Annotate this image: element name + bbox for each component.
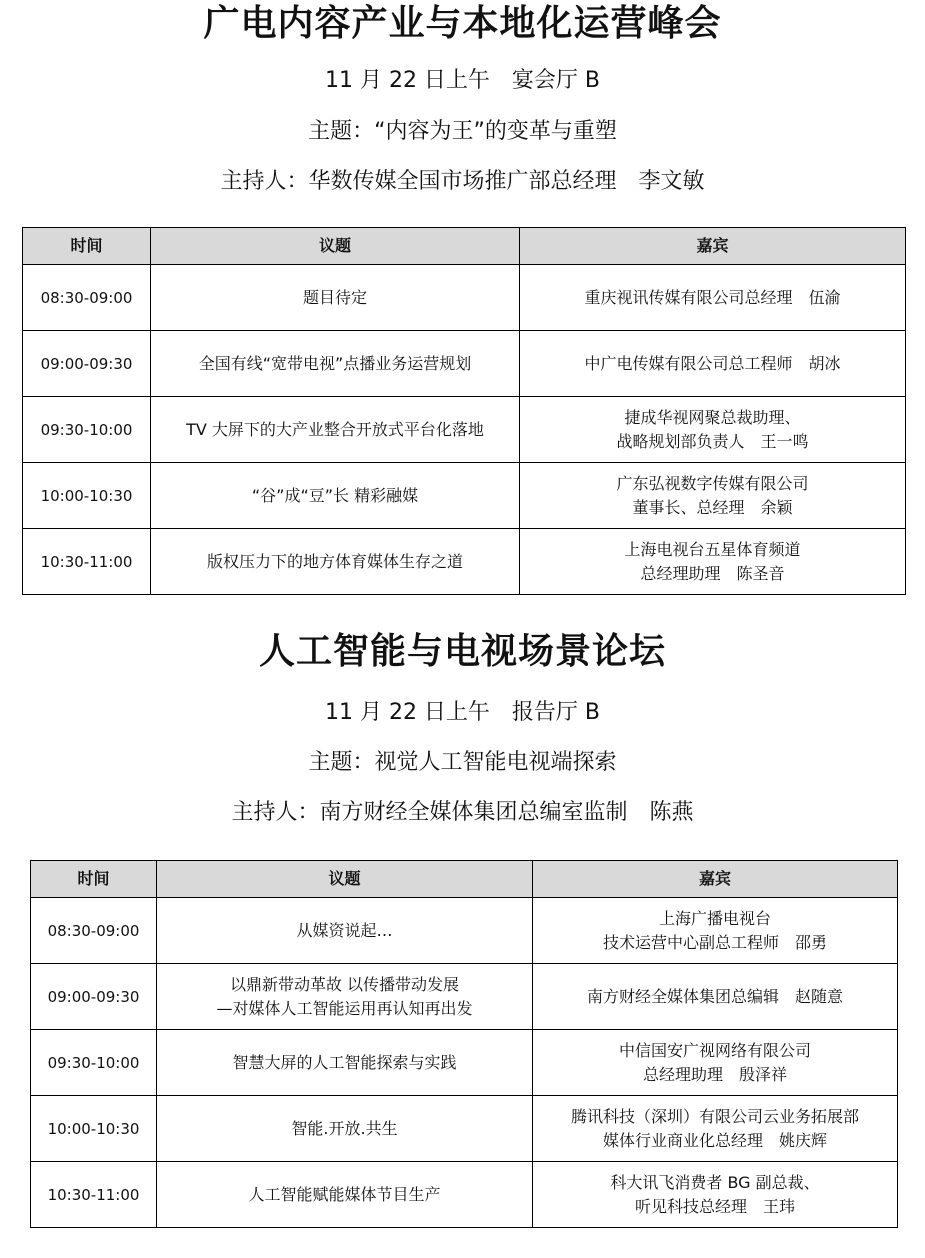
row-time: 10:00-10:30 bbox=[23, 463, 151, 529]
header-time: 时间 bbox=[31, 861, 157, 898]
session-theme: 主题：“内容为王”的变革与重塑 bbox=[308, 119, 617, 144]
agenda-table bbox=[22, 227, 906, 595]
session-title: 人工智能与电视场景论坛 bbox=[258, 631, 666, 672]
row-time: 08:30-09:00 bbox=[23, 265, 151, 331]
session-date-venue: 11 月 22 日上午 报告厅 B bbox=[324, 700, 601, 725]
table-row bbox=[23, 265, 906, 331]
header-time: 时间 bbox=[23, 228, 151, 265]
row-guest: 广东弘视数字传媒有限公司 董事长、总经理 余颖 bbox=[520, 463, 906, 529]
table-row bbox=[23, 397, 906, 463]
row-guest: 科大讯飞消费者 BG 副总裁、 听见科技总经理 王玮 bbox=[533, 1162, 898, 1228]
table-row bbox=[23, 331, 906, 397]
row-guest: 中广电传媒有限公司总工程师 胡冰 bbox=[520, 331, 906, 397]
header-guest: 嘉宾 bbox=[520, 228, 906, 265]
table-header-row bbox=[31, 861, 898, 898]
row-guest: 腾讯科技（深圳）有限公司云业务拓展部 媒体行业商业化总经理 姚庆辉 bbox=[533, 1096, 898, 1162]
table-row bbox=[23, 463, 906, 529]
row-guest: 捷成华视网聚总裁助理、 战略规划部负责人 王一鸣 bbox=[520, 397, 906, 463]
row-topic: 智能.开放.共生 bbox=[157, 1096, 533, 1162]
session-date-venue: 11 月 22 日上午 宴会厅 B bbox=[324, 68, 601, 93]
row-time: 09:00-09:30 bbox=[23, 331, 151, 397]
row-topic: 人工智能赋能媒体节目生产 bbox=[157, 1162, 533, 1228]
row-guest: 重庆视讯传媒有限公司总经理 伍渝 bbox=[520, 265, 906, 331]
table-row bbox=[31, 898, 898, 964]
row-topic: TV 大屏下的大产业整合开放式平台化落地 bbox=[151, 397, 520, 463]
row-topic: 题目待定 bbox=[151, 265, 520, 331]
row-time: 10:30-11:00 bbox=[31, 1162, 157, 1228]
session-theme: 主题：视觉人工智能电视端探索 bbox=[308, 750, 617, 775]
row-guest: 南方财经全媒体集团总编辑 赵随意 bbox=[533, 964, 898, 1030]
table-row bbox=[23, 529, 906, 595]
row-topic: “谷”成“豆”长 精彩融媒 bbox=[151, 463, 520, 529]
row-guest: 中信国安广视网络有限公司 总经理助理 殷泽祥 bbox=[533, 1030, 898, 1096]
session-host: 主持人：南方财经全媒体集团总编室监制 陈燕 bbox=[231, 800, 694, 825]
row-time: 09:30-10:00 bbox=[23, 397, 151, 463]
row-topic: 全国有线“宽带电视”点播业务运营规划 bbox=[151, 331, 520, 397]
row-time: 10:00-10:30 bbox=[31, 1096, 157, 1162]
row-time: 09:30-10:00 bbox=[31, 1030, 157, 1096]
row-topic: 版权压力下的地方体育媒体生存之道 bbox=[151, 529, 520, 595]
row-time: 09:00-09:30 bbox=[31, 964, 157, 1030]
table-row bbox=[31, 1096, 898, 1162]
table-row bbox=[31, 1162, 898, 1228]
table-row bbox=[31, 964, 898, 1030]
row-topic: 智慧大屏的人工智能探索与实践 bbox=[157, 1030, 533, 1096]
table-row bbox=[31, 1030, 898, 1096]
row-topic: 从媒资说起… bbox=[157, 898, 533, 964]
row-guest: 上海广播电视台 技术运营中心副总工程师 邵勇 bbox=[533, 898, 898, 964]
header-guest: 嘉宾 bbox=[533, 861, 898, 898]
table-header-row bbox=[23, 228, 906, 265]
row-guest: 上海电视台五星体育频道 总经理助理 陈圣音 bbox=[520, 529, 906, 595]
session-1 bbox=[0, 0, 925, 583]
row-time: 10:30-11:00 bbox=[23, 529, 151, 595]
header-topic: 议题 bbox=[151, 228, 520, 265]
row-time: 08:30-09:00 bbox=[31, 898, 157, 964]
session-title: 广电内容产业与本地化运营峰会 bbox=[203, 3, 722, 44]
row-topic: 以鼎新带动革故 以传播带动发展 —对媒体人工智能运用再认知再出发 bbox=[157, 964, 533, 1030]
session-2 bbox=[0, 628, 925, 1216]
agenda-table bbox=[30, 860, 898, 1228]
header-topic: 议题 bbox=[157, 861, 533, 898]
session-host: 主持人：华数传媒全国市场推广部总经理 李文敏 bbox=[220, 169, 705, 194]
